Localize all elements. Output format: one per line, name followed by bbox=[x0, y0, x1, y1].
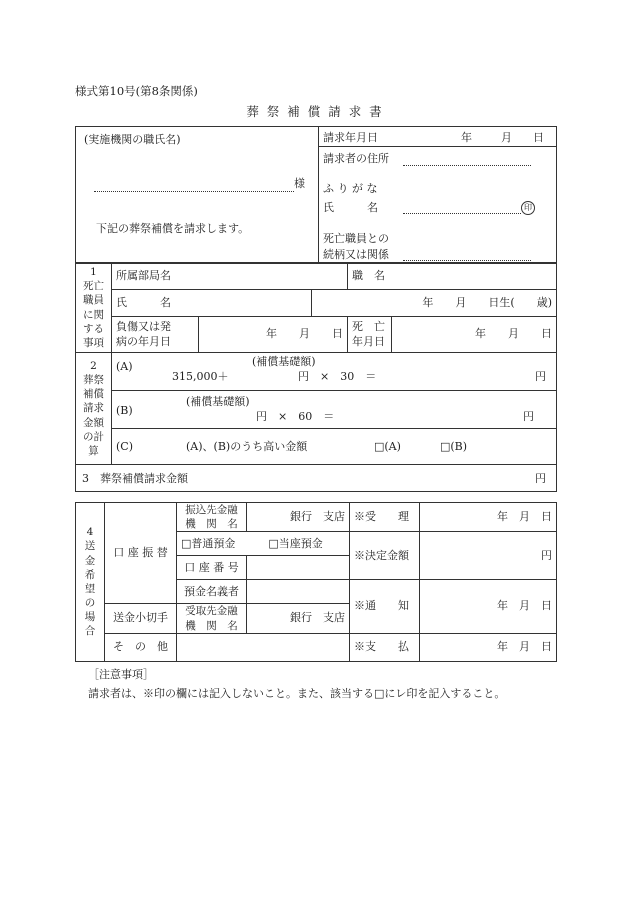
death-date-field[interactable]: 年 月 日 bbox=[392, 317, 557, 353]
seal-mark: 印 bbox=[521, 201, 535, 215]
relation-label-1: 死亡職員との bbox=[323, 232, 389, 245]
payment-date: 年 月 日 bbox=[420, 633, 557, 661]
agency-name-field[interactable] bbox=[94, 191, 294, 192]
calc-a-yen[interactable]: 円 bbox=[535, 370, 547, 383]
request-statement: 下記の葬祭補償を請求します。 bbox=[96, 221, 250, 235]
injury-date-field[interactable]: 年 月 日 bbox=[199, 317, 348, 353]
job-label: 職 名 bbox=[348, 263, 557, 290]
calc-c-row bbox=[112, 429, 557, 465]
decided-amount-label: ※決定金額 bbox=[350, 532, 420, 580]
accept-date: 年 月 日 bbox=[420, 503, 557, 532]
bank-branch-field[interactable]: 銀行 支店 bbox=[247, 503, 350, 532]
total-amount-row bbox=[76, 465, 557, 492]
agency-cell bbox=[76, 127, 319, 264]
death-label: 死 亡 年月日 bbox=[348, 317, 392, 353]
decided-amount-value: 円 bbox=[420, 532, 557, 580]
form-number-label: 様式第10号(第8条関係) bbox=[75, 84, 198, 98]
request-year[interactable]: 年 bbox=[461, 131, 472, 144]
requester-block bbox=[75, 126, 557, 264]
injury-label: 負傷又は発 病の年月日 bbox=[112, 317, 199, 353]
section2-header: 2 葬祭 補償 請求 金額 の計 算 bbox=[76, 353, 112, 465]
check-label: 送金小切手 bbox=[105, 604, 177, 633]
transfer-label: 口 座 振 替 bbox=[105, 503, 177, 604]
section1-header: 1 死亡 職員 に関 する 事項 bbox=[76, 263, 112, 353]
dept-label: 所属部局名 bbox=[112, 263, 348, 290]
relation-field[interactable] bbox=[403, 248, 531, 261]
request-day[interactable]: 日 bbox=[533, 131, 544, 144]
other-label: そ の 他 bbox=[105, 633, 177, 661]
agency-label: (実施機関の職氏名) bbox=[84, 133, 181, 146]
calc-b-base-label: (補償基礎額) bbox=[186, 395, 250, 408]
calc-a-row bbox=[112, 353, 557, 391]
total-amount-yen[interactable]: 円 bbox=[535, 472, 547, 485]
deceased-name-label: 氏 名 bbox=[112, 290, 312, 317]
address-field[interactable] bbox=[403, 153, 531, 166]
accept-label: ※受 理 bbox=[350, 503, 420, 532]
form-title: 葬 祭 補 償 請 求 書 bbox=[246, 104, 384, 119]
other-field[interactable] bbox=[177, 633, 350, 661]
calc-c-label: (C) bbox=[116, 440, 133, 453]
payment-label: ※支 払 bbox=[350, 633, 420, 661]
total-amount-label: 3 葬祭補償請求金額 bbox=[82, 472, 188, 485]
request-date-label: 請求年月日 bbox=[323, 131, 378, 144]
furigana-label: ふ り が な bbox=[323, 182, 378, 195]
address-label: 請求者の住所 bbox=[323, 152, 389, 165]
relation-label-2: 続柄又は関係 bbox=[323, 248, 389, 261]
option-b-checkbox[interactable]: □(B) bbox=[440, 440, 468, 453]
option-a-checkbox[interactable]: □(A) bbox=[374, 440, 401, 453]
section4-header: 4 送 金 希 望 の 場 合 bbox=[76, 503, 105, 662]
calc-a-base-label: (補償基礎額) bbox=[252, 355, 316, 368]
notice-label: ※通 知 bbox=[350, 580, 420, 633]
account-number-field[interactable] bbox=[247, 556, 350, 580]
calc-a-prefix: 315,000＋ bbox=[172, 370, 229, 383]
receive-bank-label: 受取先金融 機 関 名 bbox=[177, 604, 247, 633]
account-holder-label: 預金名義者 bbox=[177, 580, 247, 604]
account-holder-field[interactable] bbox=[247, 580, 350, 604]
details-table bbox=[75, 262, 557, 492]
calc-b-yen[interactable]: 円 bbox=[523, 410, 535, 423]
sama-label: 様 bbox=[294, 177, 305, 191]
bank-label: 振込先金融 機 関 名 bbox=[177, 503, 247, 532]
calc-a-label: (A) bbox=[116, 360, 133, 373]
calc-b-row bbox=[112, 391, 557, 429]
account-number-label: 口 座 番 号 bbox=[177, 556, 247, 580]
requester-info-cell bbox=[319, 127, 557, 264]
calc-b-label: (B) bbox=[116, 404, 133, 417]
calc-a-formula: 円 × 30 ＝ bbox=[298, 370, 377, 383]
notice-date: 年 月 日 bbox=[420, 580, 557, 633]
remittance-table bbox=[75, 502, 557, 662]
receive-branch-field[interactable]: 銀行 支店 bbox=[247, 604, 350, 633]
request-month[interactable]: 月 bbox=[501, 131, 512, 144]
calc-b-formula: 円 × 60 ＝ bbox=[256, 410, 335, 423]
calc-c-text: (A)、(B)のうち高い金額 bbox=[186, 440, 308, 453]
deposit-type-options[interactable]: □普通預金 □当座預金 bbox=[177, 532, 350, 556]
birth-date-field[interactable]: 年 月 日生( 歳) bbox=[312, 290, 557, 317]
name-label: 氏 名 bbox=[323, 201, 378, 214]
notes-text: 請求者は、※印の欄には記入しないこと。また、該当する□にレ印を記入すること。 bbox=[88, 687, 506, 700]
notes-heading: ［注意事項］ bbox=[88, 668, 154, 681]
name-field[interactable] bbox=[403, 201, 521, 214]
